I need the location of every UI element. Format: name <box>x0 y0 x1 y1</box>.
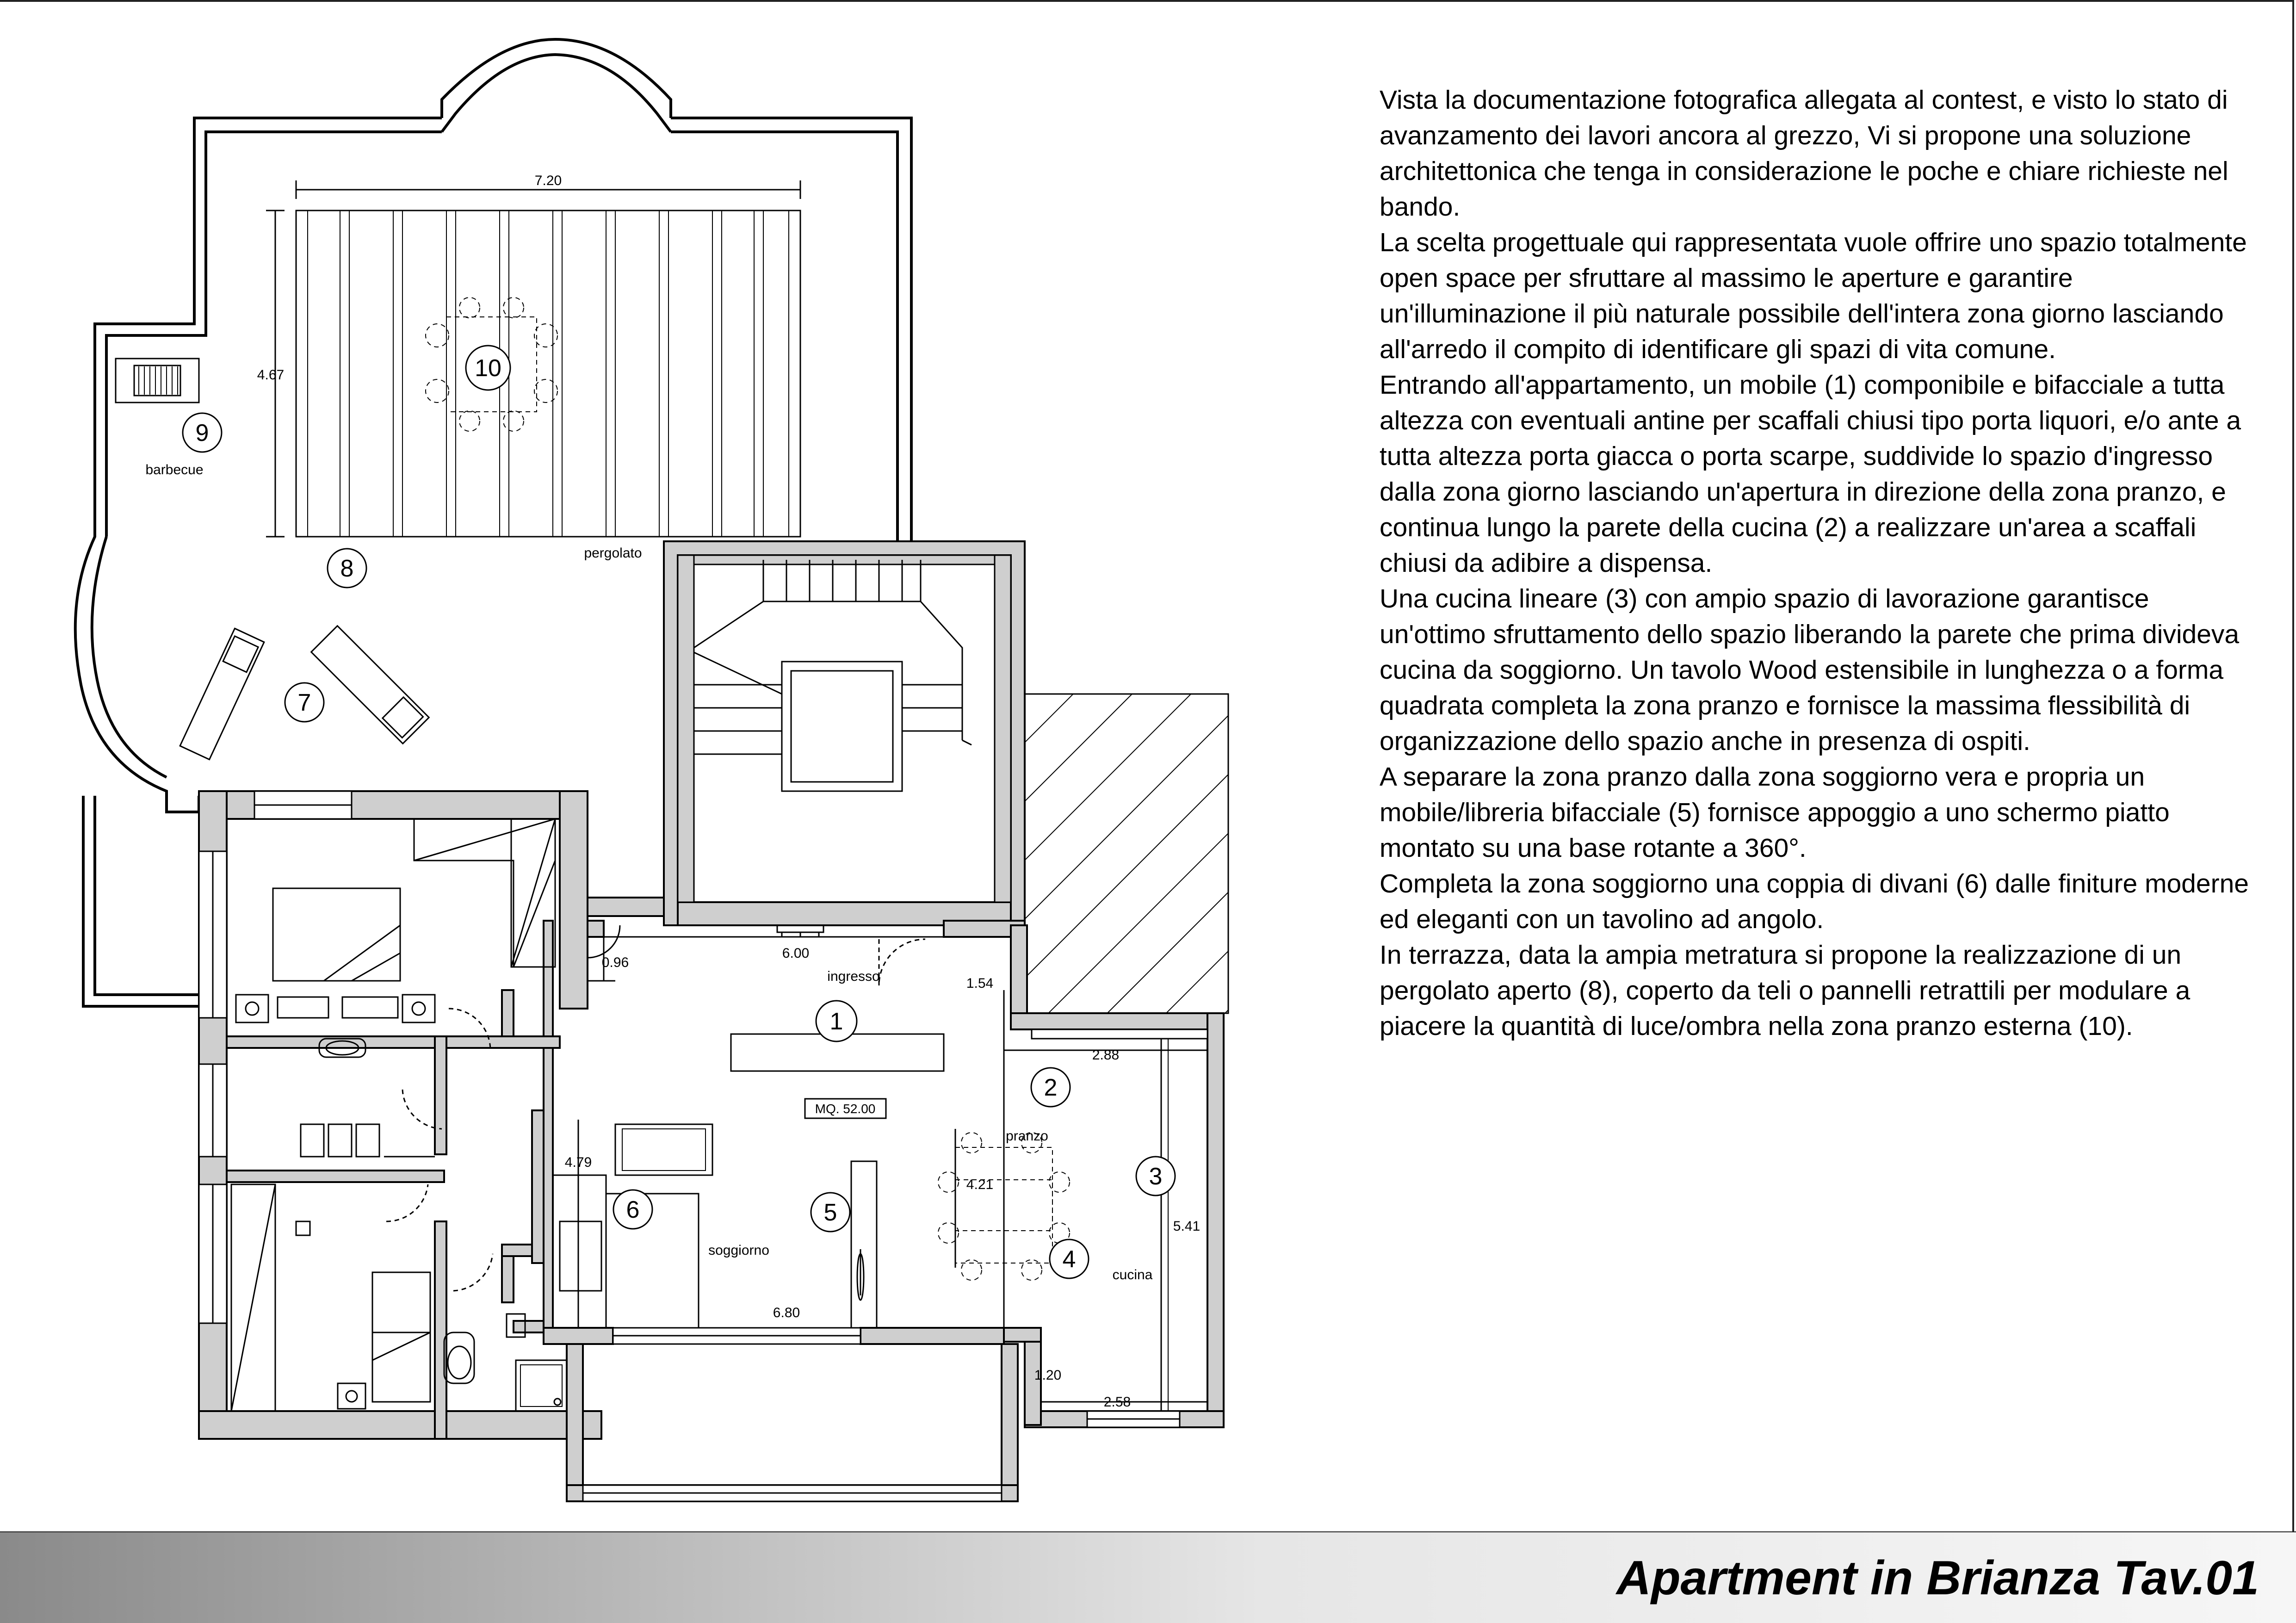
dim-pergola-depth: 4.67 <box>257 367 285 383</box>
callout-6: 6 <box>626 1196 640 1223</box>
dim-kitchen-width-bottom: 2.58 <box>1103 1394 1131 1410</box>
dim-kitchen-height: 5.41 <box>1173 1219 1201 1234</box>
description-paragraph: Vista la documentazione fotografica allegata al contest, e visto lo stato di avanzamento dei lavori ancora al grezzo, Vi si propone una soluzione architettonica che tenga in considerazione le poche e chiare richieste nel bando. <box>1380 85 2228 222</box>
dim-pergola-width: 7.20 <box>534 173 562 188</box>
description-paragraph: In terrazza, data la ampia metratura si propone la realizzazione di un pergolato aperto (8), coperto da teli o pannelli retrattili per modulare a piacere la quantità di luce/ombra nella zona pranzo esterna (10). <box>1380 940 2191 1041</box>
callout-10: 10 <box>475 355 501 382</box>
dim-living-bottom: 6.80 <box>773 1305 800 1320</box>
stairwell <box>664 541 1025 925</box>
description-paragraph: Una cucina lineare (3) con ampio spazio di lavorazione garantisce un'ottimo sfruttamento dello spazio liberando la parete che prima divideva cucina da soggiorno. Un tavolo Wood estensibile in lunghezza o a forma quadrata completa la zona pranzo e fornisce la massima flessibilità di organizzazione dello spazio anche in presenza di ospiti. <box>1380 584 2240 756</box>
pergola <box>296 211 800 537</box>
callout-7: 7 <box>297 689 311 716</box>
label-pranzo: pranzo <box>1006 1128 1048 1144</box>
dim-kitchen-step: 1.54 <box>966 976 994 991</box>
label-barbecue: barbecue <box>145 462 204 477</box>
description-paragraph: Entrando all'appartamento, un mobile (1) componibile e bifacciale a tutta altezza con eventuali antine per scaffali chiusi tipo porta liquori, e/o ante a tutta altezza porta giacca o porta scarpe, suddivide lo spazio d'ingresso dalla zona giorno lasciando un'apertura in direzione della zona pranzo, e continua lungo la parete della cucina (2) a realizzare un'area a scaffali chiusi da adibire a dispensa. <box>1380 370 2241 578</box>
description-paragraph: Completa la zona soggiorno una coppia di divani (6) dalle finiture moderne ed eleganti con un tavolino ad angolo. <box>1380 869 2249 934</box>
dim-kitchen-step-bottom: 1.20 <box>1034 1368 1062 1383</box>
callout-2: 2 <box>1044 1074 1058 1101</box>
dim-living-height: 4.79 <box>564 1155 592 1170</box>
dim-hall-offset: 0.96 <box>601 955 629 970</box>
sheet-title: Apartment in Brianza Tav.01 <box>1616 1551 2259 1605</box>
label-cucina: cucina <box>1112 1267 1153 1282</box>
description-text <box>1380 82 2249 1044</box>
callout-5: 5 <box>823 1199 837 1226</box>
callout-1: 1 <box>829 1008 843 1035</box>
callout-3: 3 <box>1149 1163 1163 1190</box>
dim-living-top: 6.00 <box>782 946 810 961</box>
label-pergolato: pergolato <box>584 545 642 561</box>
label-area: MQ. 52.00 <box>815 1102 876 1116</box>
label-ingresso: ingresso <box>827 969 880 984</box>
description-paragraph: La scelta progettuale qui rappresentata vuole offrire uno spazio totalmente open space per sfruttare al massimo le aperture e garantire un'illuminazione il più naturale possibile dell'intera zona giorno lasciando all'arredo il compito di identificare gli spazi di vita comune. <box>1380 228 2247 364</box>
description-paragraph: A separare la zona pranzo dalla zona soggiorno vera e propria un mobile/libreria bifacciale (5) fornisce appoggio a uno schermo piatto montato su una base rotante a 360°. <box>1380 762 2170 863</box>
dim-dining-height: 4.21 <box>966 1177 994 1192</box>
callout-9: 9 <box>195 420 209 446</box>
callout-4: 4 <box>1062 1246 1076 1273</box>
label-soggiorno: soggiorno <box>708 1243 769 1258</box>
dim-kitchen-width-top: 2.88 <box>1092 1047 1120 1063</box>
hatched-area <box>1025 694 1228 1013</box>
callout-8: 8 <box>340 555 354 582</box>
barbecue-unit <box>116 359 199 403</box>
